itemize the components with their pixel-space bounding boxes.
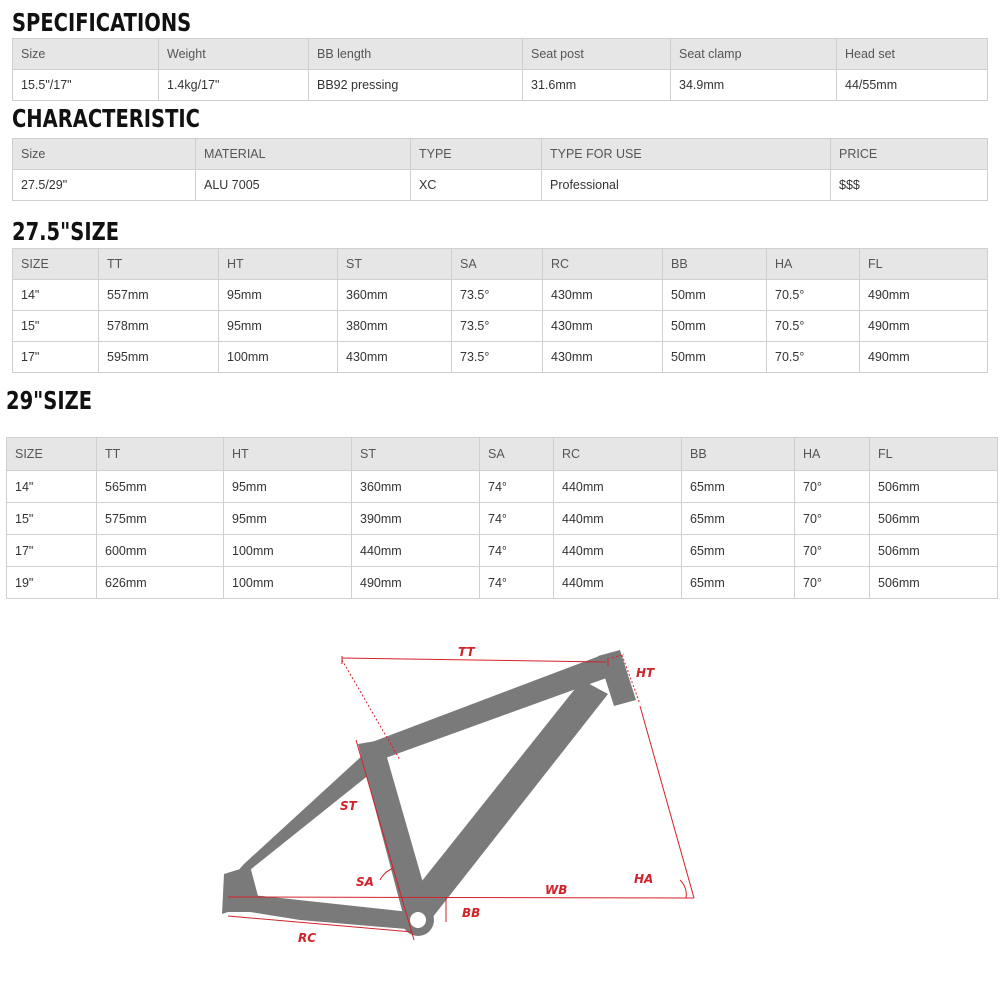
table-cell: 74° <box>480 535 554 567</box>
table-cell: 440mm <box>554 535 682 567</box>
table-cell: 95mm <box>224 471 352 503</box>
header-cell: ST <box>338 249 452 280</box>
header-cell: HA <box>795 438 870 471</box>
table-cell: 74° <box>480 567 554 599</box>
header-cell: BB length <box>309 39 523 70</box>
table-cell: 17" <box>7 535 97 567</box>
table-cell: 557mm <box>99 280 219 311</box>
table-cell: 14" <box>7 471 97 503</box>
table-cell: 440mm <box>352 535 480 567</box>
ht-label: HT <box>636 666 655 680</box>
table-cell: 73.5° <box>452 342 543 373</box>
table-cell: 490mm <box>352 567 480 599</box>
table-cell: 95mm <box>219 280 338 311</box>
header-cell: TYPE <box>411 139 542 170</box>
table-cell: 100mm <box>219 342 338 373</box>
table-header-row <box>13 39 988 70</box>
table-cell: 17" <box>13 342 99 373</box>
header-cell: Size <box>13 39 159 70</box>
table-cell: 360mm <box>338 280 452 311</box>
table-cell: 506mm <box>870 567 998 599</box>
table-cell: 430mm <box>543 311 663 342</box>
table-cell: 490mm <box>860 311 988 342</box>
table-cell: Professional <box>542 170 831 201</box>
table-cell: $$$ <box>831 170 988 201</box>
header-cell: BB <box>682 438 795 471</box>
table-cell: 15" <box>13 311 99 342</box>
table-cell: 506mm <box>870 503 998 535</box>
table-cell: 70.5° <box>767 311 860 342</box>
header-cell: FL <box>860 249 988 280</box>
size-29-table <box>6 437 998 599</box>
size-27-5-table <box>12 248 988 373</box>
table-row <box>13 342 988 373</box>
table-cell: 440mm <box>554 503 682 535</box>
table-cell: 565mm <box>97 471 224 503</box>
header-cell: HT <box>224 438 352 471</box>
table-cell: 34.9mm <box>671 70 837 101</box>
table-row <box>13 70 988 101</box>
table-row <box>7 503 998 535</box>
header-cell: TT <box>97 438 224 471</box>
table-cell: 440mm <box>554 471 682 503</box>
table-cell: 70° <box>795 503 870 535</box>
table-header-row <box>13 139 988 170</box>
table-cell: 15" <box>7 503 97 535</box>
header-cell: PRICE <box>831 139 988 170</box>
table-row <box>7 567 998 599</box>
dimension-labels <box>298 645 655 945</box>
table-cell: 506mm <box>870 471 998 503</box>
header-cell: Head set <box>837 39 988 70</box>
table-cell: 380mm <box>338 311 452 342</box>
tt-label: TT <box>458 645 475 659</box>
header-cell: SIZE <box>7 438 97 471</box>
table-cell: 44/55mm <box>837 70 988 101</box>
table-cell: ALU 7005 <box>196 170 411 201</box>
table-cell: 65mm <box>682 567 795 599</box>
table-header-row <box>13 249 988 280</box>
wb-label: WB <box>545 883 568 897</box>
table-cell: 575mm <box>97 503 224 535</box>
table-header-row <box>7 438 998 471</box>
bb-label: BB <box>462 906 481 920</box>
rc-label: RC <box>298 931 317 945</box>
table-row <box>13 280 988 311</box>
table-cell: 70° <box>795 535 870 567</box>
header-cell: FL <box>870 438 998 471</box>
header-cell: Seat clamp <box>671 39 837 70</box>
header-cell: RC <box>543 249 663 280</box>
table-cell: 73.5° <box>452 311 543 342</box>
table-cell: 73.5° <box>452 280 543 311</box>
table-cell: 360mm <box>352 471 480 503</box>
header-cell: ST <box>352 438 480 471</box>
table-cell: 490mm <box>860 280 988 311</box>
table-cell: 100mm <box>224 535 352 567</box>
frame-geometry-diagram <box>0 610 1000 1000</box>
characteristic-table <box>12 138 988 201</box>
table-cell: 65mm <box>682 471 795 503</box>
header-cell: SA <box>452 249 543 280</box>
table-cell: 74° <box>480 471 554 503</box>
table-cell: 626mm <box>97 567 224 599</box>
table-cell: 390mm <box>352 503 480 535</box>
header-cell: Seat post <box>523 39 671 70</box>
table-cell: 595mm <box>99 342 219 373</box>
header-cell: SA <box>480 438 554 471</box>
table-cell: 31.6mm <box>523 70 671 101</box>
table-cell: 74° <box>480 503 554 535</box>
table-cell: 70.5° <box>767 280 860 311</box>
table-cell: 50mm <box>663 342 767 373</box>
ha-label: HA <box>634 872 654 886</box>
sa-label: SA <box>356 875 374 889</box>
table-row <box>13 170 988 201</box>
table-cell: 19" <box>7 567 97 599</box>
header-cell: TYPE FOR USE <box>542 139 831 170</box>
header-cell: HA <box>767 249 860 280</box>
table-cell: 506mm <box>870 535 998 567</box>
table-cell: 50mm <box>663 311 767 342</box>
table-cell: 27.5/29" <box>13 170 196 201</box>
header-cell: Size <box>13 139 196 170</box>
size-27-5-heading: 27.5"SIZE <box>12 217 120 246</box>
table-cell: 430mm <box>543 342 663 373</box>
table-cell: 578mm <box>99 311 219 342</box>
specifications-heading: SPECIFICATIONS <box>12 8 192 37</box>
table-cell: 70° <box>795 567 870 599</box>
table-cell: 95mm <box>224 503 352 535</box>
table-cell: 430mm <box>338 342 452 373</box>
table-row <box>7 471 998 503</box>
table-cell: 50mm <box>663 280 767 311</box>
table-cell: 14" <box>13 280 99 311</box>
table-cell: 440mm <box>554 567 682 599</box>
header-cell: RC <box>554 438 682 471</box>
bike-frame <box>222 650 636 936</box>
bottom-bracket-shell <box>410 912 426 928</box>
table-cell: 65mm <box>682 535 795 567</box>
header-cell: HT <box>219 249 338 280</box>
size-29-heading: 29"SIZE <box>6 386 93 415</box>
table-cell: 430mm <box>543 280 663 311</box>
header-cell: SIZE <box>13 249 99 280</box>
table-row <box>7 535 998 567</box>
specifications-table <box>12 38 988 101</box>
table-cell: 600mm <box>97 535 224 567</box>
table-cell: XC <box>411 170 542 201</box>
characteristic-heading: CHARACTERISTIC <box>12 104 200 133</box>
table-cell: 70.5° <box>767 342 860 373</box>
table-cell: 100mm <box>224 567 352 599</box>
table-cell: 490mm <box>860 342 988 373</box>
table-row <box>13 311 988 342</box>
table-cell: 70° <box>795 471 870 503</box>
header-cell: Weight <box>159 39 309 70</box>
header-cell: BB <box>663 249 767 280</box>
table-cell: 95mm <box>219 311 338 342</box>
table-cell: 15.5"/17" <box>13 70 159 101</box>
table-cell: 65mm <box>682 503 795 535</box>
st-label: ST <box>340 799 357 813</box>
header-cell: TT <box>99 249 219 280</box>
table-cell: 1.4kg/17" <box>159 70 309 101</box>
table-cell: BB92 pressing <box>309 70 523 101</box>
header-cell: MATERIAL <box>196 139 411 170</box>
